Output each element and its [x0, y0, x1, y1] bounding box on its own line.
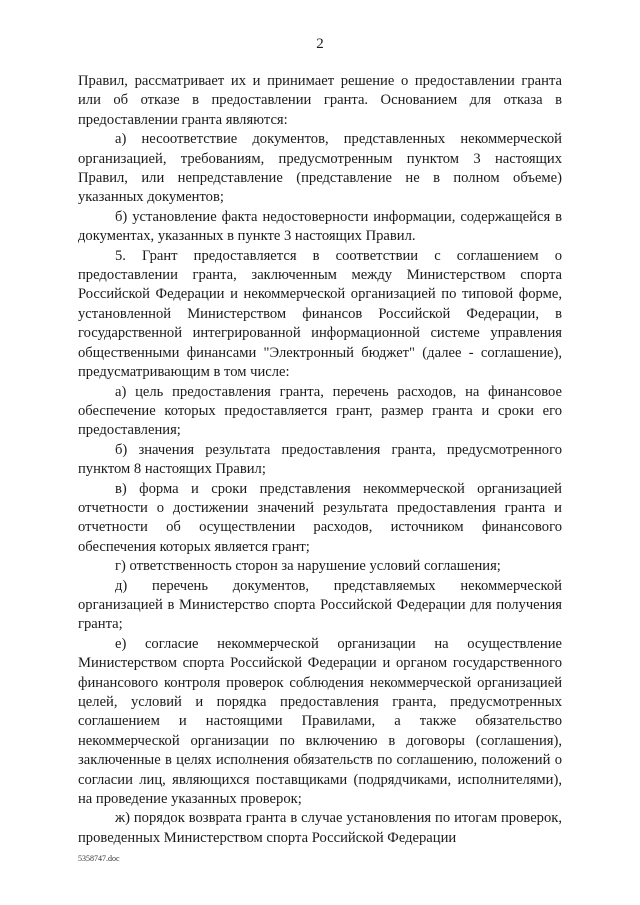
paragraph: в) форма и сроки представления некоммерческой организацией отчетности о достижении значений результата предоставления гранта и отчетности об осуществлении расходов, источником финансового обеспечения которых является грант;	[78, 480, 562, 555]
paragraph: 5. Грант предоставляется в соответствии с соглашением о предоставлении гранта, заключенным между Министерством спорта Российской Федерации и некоммерческой организацией по типовой форме, установленной Министерством финансов Российской Федерации, в государственной интегрированной информационной системе управления общественными финансами "Электронный бюджет" (далее - соглашение), предусматривающим в том числе:	[78, 247, 562, 381]
page-number: 2	[316, 36, 324, 52]
paragraph: е) согласие некоммерческой организации на осуществление Министерством спорта Российской Федерации и органом государственного финансового контроля проверок соблюдения некоммерческой организацией целей, условий и порядка предоставления гранта, предусмотренных соглашением и настоящими Правилами, а также обязательство некоммерческой организации по включению в договоры (соглашения), заключенные в целях исполнения обязательств по соглашению, положений о согласии лиц, являющихся поставщиками (подрядчиками, исполнителями), на проведение указанных проверок;	[78, 635, 562, 808]
paragraph: б) значения результата предоставления гранта, предусмотренного пунктом 8 настоящих Правил;	[78, 441, 562, 478]
document-footer: 5358747.doc	[78, 854, 120, 863]
paragraph: Правил, рассматривает их и принимает решение о предоставлении гранта или об отказе в предоставлении гранта. Основанием для отказа в предоставлении гранта являются:	[78, 73, 562, 128]
paragraph: б) установление факта недостоверности информации, содержащейся в документах, указанных в пункте 3 настоящих Правил.	[78, 208, 562, 245]
document-body	[78, 72, 562, 848]
paragraph: а) несоответствие документов, представленных некоммерческой организацией, требованиям, предусмотренным пунктом 3 настоящих Правил, или непредставление (представление не в полном объеме) указанных документов;	[78, 131, 562, 206]
paragraph: д) перечень документов, представляемых некоммерческой организацией в Министерство спорта Российской Федерации для получения гранта;	[78, 577, 562, 633]
paragraph: ж) порядок возврата гранта в случае установления по итогам проверок, проведенных Министерством спорта Российской Федерации	[78, 810, 562, 846]
paragraph: а) цель предоставления гранта, перечень расходов, на финансовое обеспечение которых предоставляется грант, размер гранта и сроки его предоставления;	[78, 383, 562, 439]
paragraph: г) ответственность сторон за нарушение условий соглашения;	[115, 558, 501, 575]
